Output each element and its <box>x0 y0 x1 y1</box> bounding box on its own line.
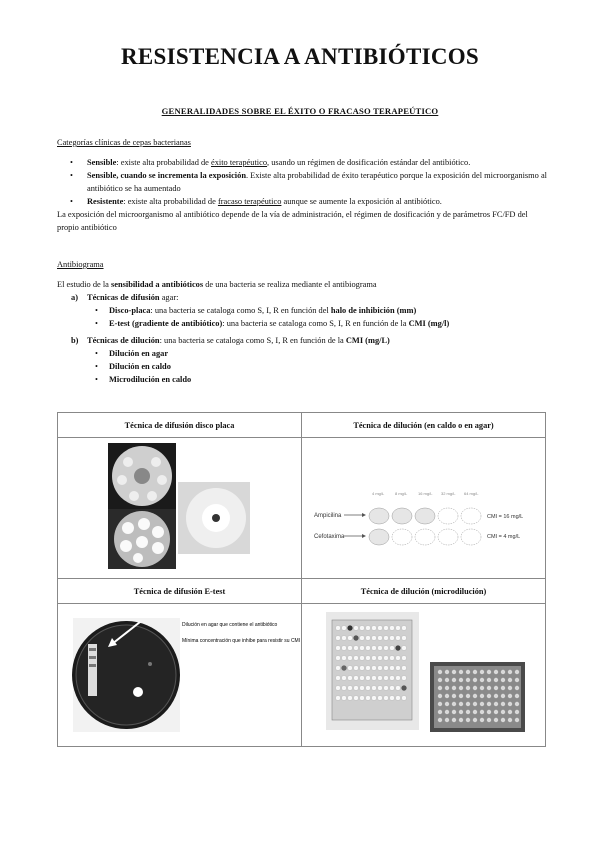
antibiotic-label: Cefotaxima <box>314 534 345 540</box>
page-title: RESISTENCIA A ANTIBIÓTICOS <box>120 44 480 69</box>
antibiograma-heading: Antibiograma <box>57 260 104 269</box>
etest-cell <box>58 604 302 747</box>
conc-label: 16 mg/L <box>418 491 433 496</box>
table-header-microdilucion: Técnica de dilución (microdilución) <box>302 579 546 604</box>
etest-note: Dilución en agar que contiene el antibiótico <box>182 622 278 628</box>
section-subtitle: GENERALIDADES SOBRE EL ÉXITO O FRACASO TERAPEÚTICO <box>161 106 439 116</box>
table-header-etest: Técnica de difusión E-test <box>58 579 302 604</box>
cmi-label: CMI = 16 mg/L <box>487 514 524 520</box>
antibiograma-intro: El estudio de la sensibilidad a antibióticos de una bacteria se realiza mediante el antibiograma <box>57 280 377 289</box>
antibiograma-section <box>57 258 547 386</box>
dilucion-list <box>87 347 547 386</box>
list-item: • Disco-placa: una bacteria se cataloga como S, I, R en función del halo de inhibición (mm) <box>109 304 547 317</box>
list-item: • Dilución en agar <box>109 347 547 360</box>
list-item: • Resistente: existe alta probabilidad de fracaso terapéutico aunque se aumente la exposición al antibiótico. <box>87 195 547 208</box>
dilucion-cell <box>302 438 546 579</box>
list-item: • Sensible: existe alta probabilidad de éxito terapéutico, usando un régimen de dosificación estándar del antibiótico. <box>87 156 547 169</box>
antibiotic-label: Ampicilina <box>314 513 342 519</box>
dilucion-figure <box>302 438 545 573</box>
categorias-paragraph: La exposición del microorganismo al antibiótico depende de la vía de administración, el régimen de dosificación y de parámetros FC/FD del propio antibiótico <box>57 210 528 232</box>
etest-note: Mínima concentración que inhibe para resistir su CMI <box>182 638 301 644</box>
list-item: a) Técnicas de difusión agar: • Disco-placa: una bacteria se cataloga como S, I, R en función del halo de inhibición (mm) • E-test (gradiente de antibiótico): una bacteria se cataloga como S, I, R en función de la CMI (mg/l) <box>87 291 547 330</box>
categorias-heading: Categorías clínicas de cepas bacterianas <box>57 138 191 147</box>
microdilucion-cell <box>302 604 546 747</box>
list-item: • Dilución en caldo <box>109 360 547 373</box>
categorias-list <box>57 156 547 208</box>
techniques-table <box>57 412 546 747</box>
list-item: b) Técnicas de dilución: una bacteria se cataloga como S, I, R en función de la CMI (mg/L) • Dilución en agar • Dilución en caldo • Microdilución en caldo <box>87 334 547 386</box>
list-item: • Microdilución en caldo <box>109 373 547 386</box>
disco-placa-figure <box>58 438 301 573</box>
difusion-list <box>87 304 547 330</box>
list-item: • Sensible, cuando se incrementa la exposición. Existe alta probabilidad de éxito terapéutico porque la exposición del microorganismo al antibiótico se ha aumentado <box>87 169 547 195</box>
table-header-disco-placa: Técnica de difusión disco placa <box>58 413 302 438</box>
list-item: • E-test (gradiente de antibiótico): una bacteria se cataloga como S, I, R en función de la CMI (mg/l) <box>109 317 547 330</box>
categorias-section <box>57 136 547 234</box>
table-header-dilucion: Técnica de dilución (en caldo o en agar) <box>302 413 546 438</box>
techniques-list <box>57 291 547 386</box>
cmi-label: CMI = 4 mg/L <box>487 534 521 540</box>
conc-label: 4 mg/L <box>372 491 385 496</box>
conc-label: 8 mg/L <box>395 491 408 496</box>
conc-label: 64 mg/L <box>464 491 479 496</box>
conc-label: 32 mg/L <box>441 491 456 496</box>
microdilucion-figure <box>302 604 545 741</box>
etest-figure <box>58 604 301 741</box>
disco-placa-cell <box>58 438 302 579</box>
